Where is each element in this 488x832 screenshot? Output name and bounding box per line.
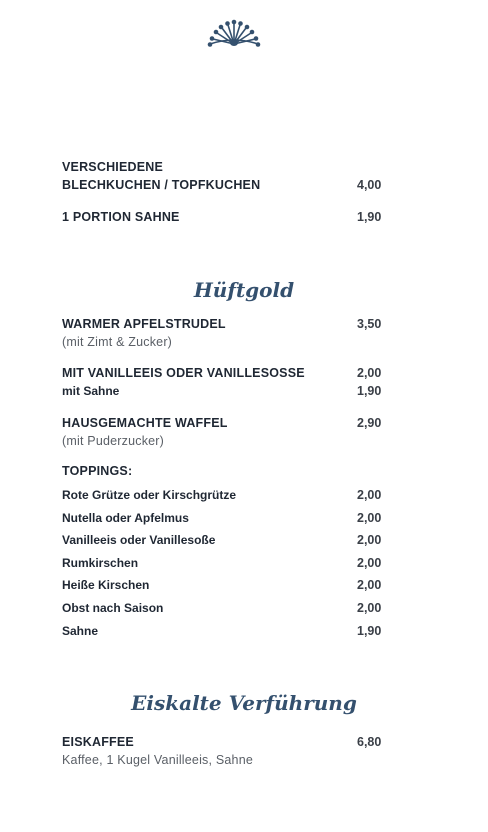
toppings-title-row (62, 462, 392, 480)
toppings-title: TOPPINGS: (62, 464, 133, 478)
price-vanilleeis-sahne: 1,90 (357, 384, 382, 398)
item-name-line2: BLECHKUCHEN / TOPFKUCHEN (62, 178, 261, 192)
topping-name: Sahne (62, 624, 99, 638)
menu-item-waffel (62, 414, 392, 432)
topping-item (62, 554, 392, 572)
section-heading-hueftgold: Hüftgold (193, 278, 295, 302)
topping-item (62, 486, 392, 504)
topping-price: 2,00 (357, 556, 382, 570)
menu-item-portion-sahne (62, 208, 392, 226)
price-vanilleeis: 2,00 (357, 366, 382, 380)
topping-name: Rumkirschen (62, 556, 139, 570)
topping-price: 1,90 (357, 624, 382, 638)
topping-name: Rote Grütze oder Kirschgrütze (62, 488, 237, 502)
item-subname: mit Sahne (62, 384, 120, 398)
price-portion-sahne: 1,90 (357, 210, 382, 224)
price-waffel: 2,90 (357, 416, 382, 430)
item-name: EISKAFFEE (62, 735, 134, 749)
item-name: HAUSGEMACHTE WAFFEL (62, 416, 228, 430)
topping-price: 2,00 (357, 511, 382, 525)
topping-price: 2,00 (357, 533, 382, 547)
topping-price: 2,00 (357, 601, 382, 615)
topping-item (62, 599, 392, 617)
peacock-fan-icon (206, 14, 262, 48)
topping-item (62, 576, 392, 594)
item-name: 1 PORTION SAHNE (62, 210, 180, 224)
desc-waffel: (mit Puderzucker) (62, 434, 165, 448)
topping-name: Vanilleeis oder Vanillesoße (62, 533, 216, 547)
topping-item (62, 509, 392, 527)
topping-price: 2,00 (357, 488, 382, 502)
desc-eiskaffee: Kaffee, 1 Kugel Vanilleeis, Sahne (62, 753, 253, 767)
menu-item-eiskaffee (62, 733, 392, 751)
item-name: MIT VANILLEEIS ODER VANILLESOSSE (62, 366, 305, 380)
item-name-line1: VERSCHIEDENE (62, 160, 164, 174)
topping-name: Nutella oder Apfelmus (62, 511, 189, 525)
item-name: WARMER APFELSTRUDEL (62, 317, 226, 331)
topping-item (62, 531, 392, 549)
menu-item-vanilleeis (62, 364, 392, 400)
topping-name: Heiße Kirschen (62, 578, 150, 592)
topping-price: 2,00 (357, 578, 382, 592)
menu-item-apfelstrudel (62, 315, 392, 333)
price-eiskaffee: 6,80 (357, 735, 382, 749)
topping-item (62, 622, 392, 640)
section-heading-eiskalt: Eiskalte Verführung (131, 691, 357, 715)
price-blechkuchen: 4,00 (357, 178, 382, 192)
desc-apfelstrudel: (mit Zimt & Zucker) (62, 335, 173, 349)
menu-item-blechkuchen (62, 158, 392, 194)
topping-name: Obst nach Saison (62, 601, 164, 615)
price-apfelstrudel: 3,50 (357, 317, 382, 331)
